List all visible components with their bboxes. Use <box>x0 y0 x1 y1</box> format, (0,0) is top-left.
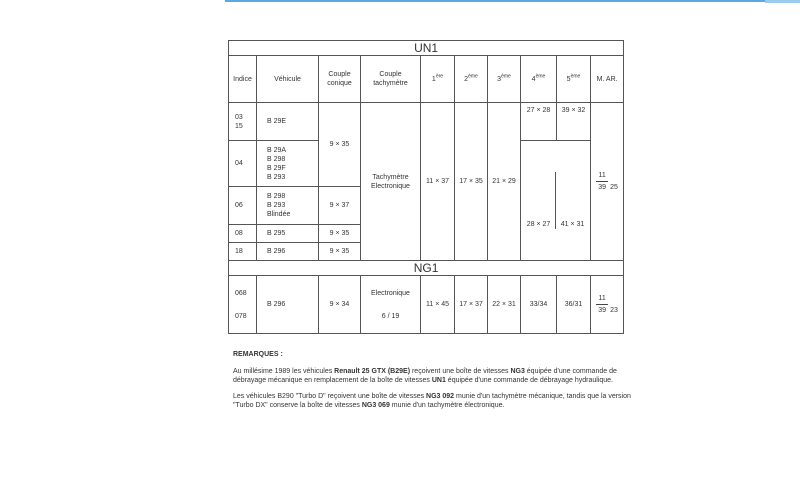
marche-arriere-fraction: $\frac{11}{39}$ <box>596 172 608 191</box>
remarks-section <box>233 350 633 417</box>
header-gear-3: 3ème <box>488 56 521 103</box>
indice-cell: 06 <box>229 187 257 225</box>
remarks-paragraph-2: Les véhicules B290 "Turbo D" reçoivent une boîte de vitesses NG3 092 munie d'un tachymètre mécanique, tandis que la version "Turbo DX" conserve la boîte de vitesses NG3 069 munie d'un tachymètre électronique. <box>233 393 631 409</box>
header-marche-arriere: M. AR. <box>591 56 624 103</box>
header-couple-tachymetre: Couple tachymètre <box>361 56 421 103</box>
gear-5-bottom-value: 41 × 31 <box>560 221 585 228</box>
header-gear-5: 5ème <box>557 56 591 103</box>
header-indice: Indice <box>229 56 257 103</box>
gear-4-5-bottom-cell <box>521 141 591 261</box>
ng1-marche-arriere-cell: $\frac{11}{39} 23$ <box>591 276 624 334</box>
gearbox-spec-sheet <box>228 40 623 334</box>
remarks-paragraph-1: Au millésime 1989 les véhicules Renault 25 GTX (B29E) reçoivent une boîte de vitesses NG3 équipée d'une commande de débrayage mécanique en remplacement de la boîte de vitesses UN1 équipée d'une commande de débrayage hydraulique. <box>233 368 617 384</box>
table-row <box>229 276 624 334</box>
top-accent-line <box>225 0 800 2</box>
gear-3-cell: 21 × 29 <box>488 103 521 261</box>
un1-header-row <box>229 56 624 103</box>
gear-5-top-cell: 39 × 32 <box>557 103 591 141</box>
un1-title: UN1 <box>229 41 624 56</box>
ng1-gear-5-cell: 36/31 <box>557 276 591 334</box>
couple-conique-cell: 9 × 35 <box>319 103 361 187</box>
header-gear-4: 4ème <box>521 56 557 103</box>
header-vehicule: Véhicule <box>257 56 319 103</box>
tachymetre-cell: Tachymètre Electronique <box>361 103 421 261</box>
remarks-heading: REMARQUES : <box>233 351 283 358</box>
couple-conique-cell: 9 × 35 <box>319 243 361 261</box>
ng1-tachymetre-cell: Electronique 6 / 19 <box>361 276 421 334</box>
ng1-indice-cell: 068 078 <box>229 276 257 334</box>
gear-2-cell: 17 × 35 <box>455 103 488 261</box>
vehicule-cell: B 296 <box>257 243 319 261</box>
marche-arriere-cell: $\frac{11}{39} 25$ <box>591 103 624 261</box>
ng1-gear-1-cell: 11 × 45 <box>421 276 455 334</box>
vehicule-cell: B 29E <box>257 103 319 141</box>
gear-4-top-cell: 27 × 28 <box>521 103 557 141</box>
couple-conique-cell: 9 × 35 <box>319 225 361 243</box>
couple-conique-cell: 9 × 37 <box>319 187 361 225</box>
vehicule-cell: B 298 B 293 Blindée <box>257 187 319 225</box>
indice-cell: 03 15 <box>229 103 257 141</box>
ng1-marche-arriere-fraction: $\frac{11}{39}$ <box>596 295 608 314</box>
vehicule-cell: B 295 <box>257 225 319 243</box>
ng1-title: NG1 <box>229 261 624 276</box>
un1-ng1-gear-table <box>228 40 624 334</box>
gear-1-cell: 11 × 37 <box>421 103 455 261</box>
gear-4-bottom-value: 28 × 27 <box>522 172 556 229</box>
ng1-gear-3-cell: 22 × 31 <box>488 276 521 334</box>
vehicule-cell: B 29A B 298 B 29F B 293 <box>257 141 319 187</box>
table-row <box>229 103 624 141</box>
indice-cell: 08 <box>229 225 257 243</box>
header-gear-1: 1ère <box>421 56 455 103</box>
ng1-vehicule-cell: B 296 <box>257 276 319 334</box>
ng1-gear-2-cell: 17 × 37 <box>455 276 488 334</box>
ng1-couple-conique-cell: 9 × 34 <box>319 276 361 334</box>
header-gear-2: 2ème <box>455 56 488 103</box>
ng1-gear-4-cell: 33/34 <box>521 276 557 334</box>
indice-cell: 04 <box>229 141 257 187</box>
top-accent-line-cap <box>765 0 800 3</box>
header-couple-conique: Couple conique <box>319 56 361 103</box>
indice-cell: 18 <box>229 243 257 261</box>
